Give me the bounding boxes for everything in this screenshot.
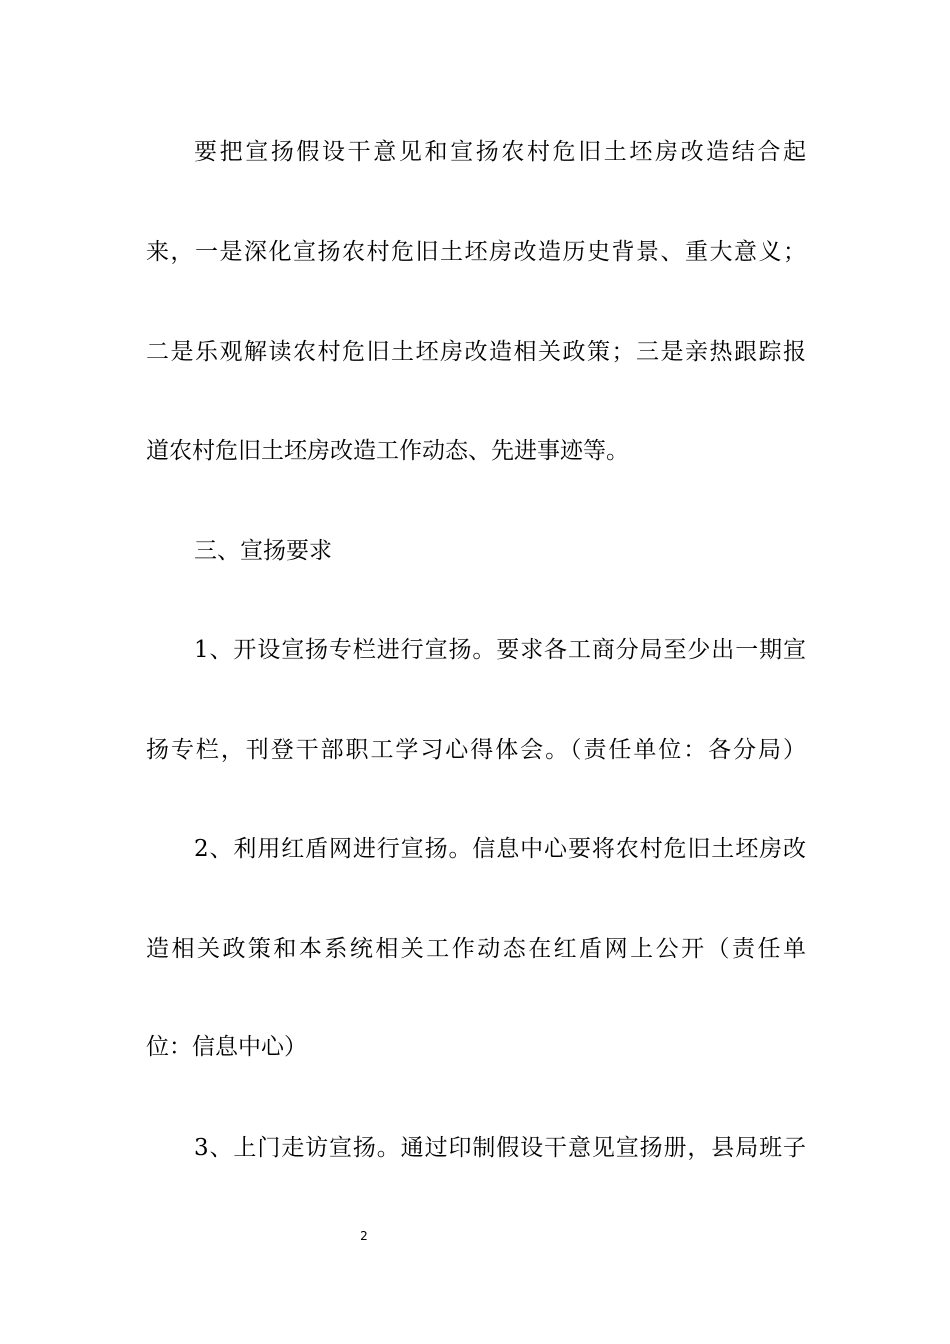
paragraph-line-6: 1、开设宣扬专栏进行宣扬。要求各工商分局至少出一期宣 (194, 637, 806, 663)
paragraph-line-2: 来，一是深化宣扬农村危旧土坯房改造历史背景、重大意义； (146, 239, 806, 265)
paragraph-line-1: 要把宣扬假设干意见和宣扬农村危旧土坯房改造结合起 (194, 139, 806, 165)
paragraph-line-4: 道农村危旧土坯房改造工作动态、先进事迹等。 (146, 438, 629, 464)
paragraph-line-7: 扬专栏，刊登干部职工学习心得体会。（责任单位：各分局） (146, 737, 806, 763)
page-number: 2 (360, 1229, 368, 1243)
paragraph-line-11: 3、上门走访宣扬。通过印制假设干意见宣扬册，县局班子 (194, 1135, 806, 1161)
paragraph-line-8: 2、利用红盾网进行宣扬。信息中心要将农村危旧土坯房改 (194, 836, 806, 862)
section-heading: 三、宣扬要求 (194, 538, 332, 564)
paragraph-line-9: 造相关政策和本系统相关工作动态在红盾网上公开（责任单 (146, 936, 806, 962)
paragraph-line-10: 位：信息中心） (146, 1034, 307, 1060)
paragraph-line-3: 二是乐观解读农村危旧土坯房改造相关政策；三是亲热跟踪报 (146, 339, 806, 365)
